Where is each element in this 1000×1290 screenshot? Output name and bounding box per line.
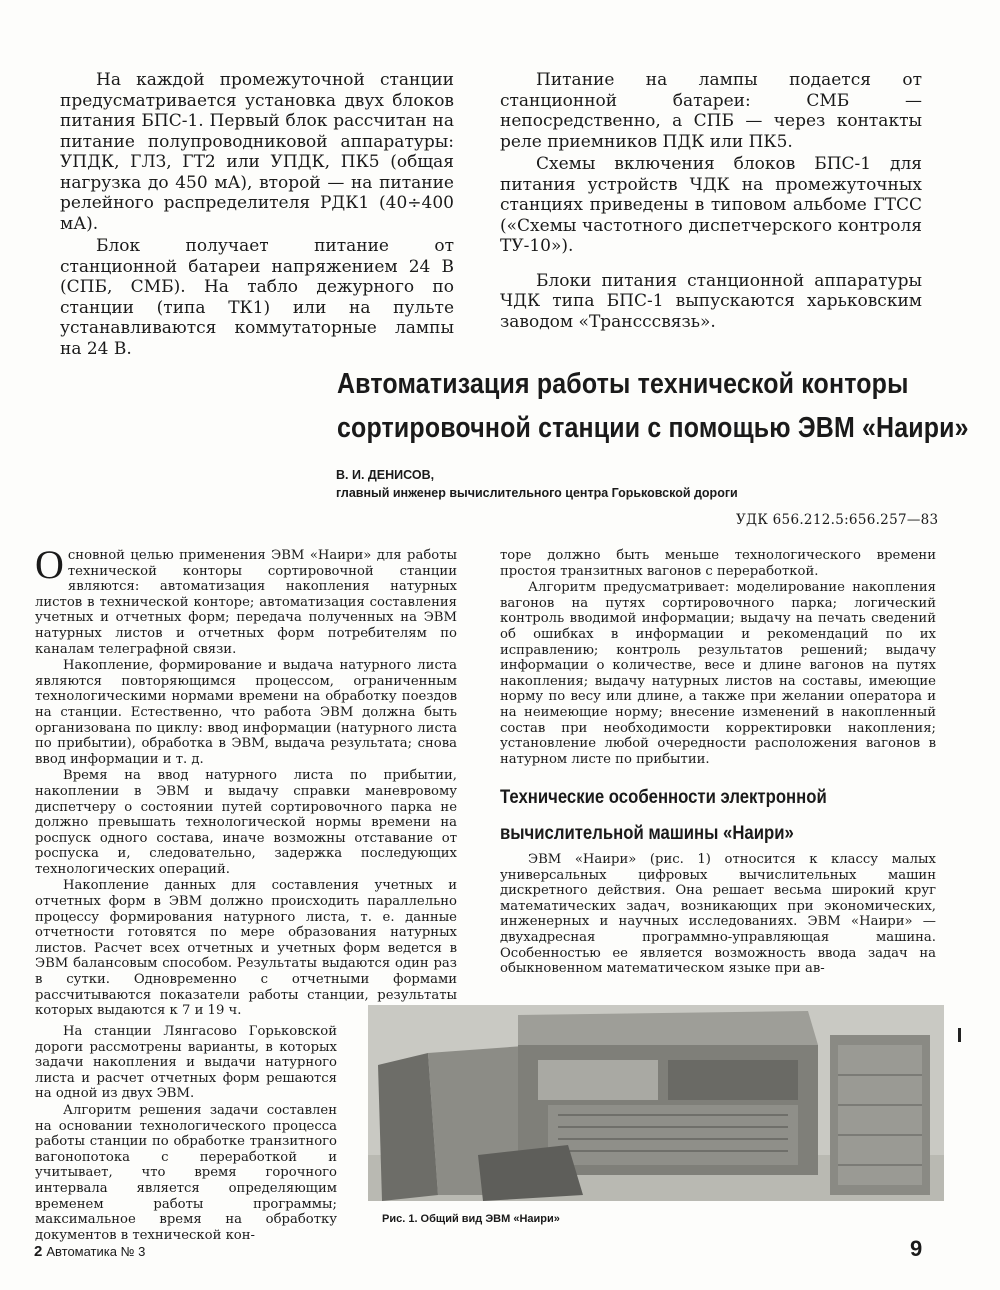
- paragraph: На каждой промежуточной станции предусматривается установка двух блоков питания БПС-1. Первый блок рассчитан на питание полупроводниковой аппаратуры: УПДК, ГЛЗ, ГТ2 или УПДК, ПК5 (общая нагрузка до 450 мА), второй — на питание релейного распределителя РДК1 (40÷400 мА).: [60, 70, 454, 234]
- author-position: главный инженер вычислительного центра Горьковской дороги: [336, 486, 738, 500]
- right-body-continued: [500, 852, 936, 977]
- section-heading: [500, 780, 887, 852]
- left-narrow-column: [35, 1024, 337, 1243]
- section-heading-line: Технические особенности электронной: [500, 787, 827, 808]
- udk-code: УДК 656.212.5:656.257—83: [736, 512, 939, 528]
- author-byline: [336, 466, 738, 502]
- left-body-column: [35, 542, 457, 1019]
- computer-photo: [368, 1005, 944, 1201]
- paragraph: Накопление данных для составления учетных и отчетных форм в ЭВМ должно происходить параллельно процессу формирования натурного листа, т. е. данные отчетности готовятся по мере образования натурных листов. Расчет всех отчетных и учетных форм ведется в ЭВМ балансовым способом. Результаты выдаются один раз в сутки. Одновременно с отчетными формами рассчитываются показатели работы станции, результаты которых выдаются к 7 и 19 ч.: [35, 878, 457, 1019]
- top-right-column: [500, 70, 922, 332]
- paragraph: Питание на лампы подается от станционной батареи: СМБ — непосредственно, а СПБ — через контакты реле приемников ПДК или ПК5.: [500, 70, 922, 152]
- dropcap: О: [35, 542, 64, 587]
- paragraph: Блоки питания станционной аппаратуры ЧДК типа БПС-1 выпускаются харьковским заводом «Трансссвязь».: [500, 270, 922, 332]
- paragraph: Время на ввод натурного листа по прибытии, накоплении в ЭВМ и выдачу справки маневровому диспетчеру о состоянии путей сортировочного парка не должно превышать технологической нормы времени на роспуск одного состава, иначе возможны отставание от роспуска и, следовательно, задержка последующих технологических операций.: [35, 768, 457, 877]
- footer-journal: Автоматика № 3: [46, 1244, 146, 1259]
- right-body-column: [500, 548, 936, 767]
- paragraph: Блок получает питание от станционной батареи напряжением 24 В (СПБ, СМБ). На табло дежурного по станции (типа ТК1) или на пульте устанавливаются коммутаторные лампы на 24 В.: [60, 236, 454, 359]
- edge-mark: [958, 1028, 961, 1042]
- figure-caption: Рис. 1. Общий вид ЭВМ «Наири»: [382, 1213, 560, 1225]
- page-number: 9: [910, 1236, 923, 1261]
- section-heading-line: вычислительной машины «Наири»: [500, 823, 794, 844]
- paragraph: Схемы включения блоков БПС-1 для питания устройств ЧДК на промежуточных станциях приведены в типовом альбоме ГТСС («Схемы частотного диспетчерского контроля ТУ-10»).: [500, 154, 922, 256]
- paragraph: Алгоритм решения задачи составлен на основании технологического процесса работы станции по обработке транзитного вагонопотока с переработкой и учитывает, что время горочного интервала является определяющим временем работы программы; максимальное время на обработку документов в технической кон-: [35, 1102, 337, 1243]
- paragraph: ЭВМ «Наири» (рис. 1) относится к классу малых универсальных цифровых вычислительных машин дискретного действия. Она решает весьма широкий круг математических задач, возникающих при экономических, инженерных и научных исследованиях. ЭВМ «Наири» — двухадресная программно-управляющая машина. Особенностью ее является возможность ввода задач на обыкновенном математическом языке при ав-: [500, 852, 936, 977]
- footer-left: [34, 1243, 145, 1260]
- paragraph: торе должно быть меньше технологического времени простоя транзитных вагонов с переработкой.: [500, 548, 936, 579]
- article-title: [337, 362, 969, 450]
- paragraph: На станции Лянгасово Горьковской дороги рассмотрены варианты, в которых задачи накопления и выдачи натурного листа и расчет отчетных форм решаются на одной из двух ЭВМ.: [35, 1024, 337, 1102]
- top-left-column: [60, 70, 454, 359]
- article-title-line: сортировочной станции с помощью ЭВМ «Наири»: [337, 412, 969, 444]
- first-paragraph-text: сновной целью применения ЭВМ «Наири» для работы технической конторы сортировочной станции являются: автоматизация накопления натурных листов в технической конторе; автоматизация составления учетных и отчетных форм; передача полученных на ЭВМ натурных листов и отчетных форм потребителям по каналам телеграфной связи.: [35, 548, 457, 657]
- first-paragraph: [35, 542, 457, 657]
- footer-number: 2: [34, 1243, 43, 1260]
- paragraph: Алгоритм предусматривает: моделирование накопления вагонов на путях сортировочного парка; логический контроль вводимой информации; выдачу на печать сведений об ошибках в информации и рекомендаций по их исправлению; контроль результатов решений; выдачу информации о количестве, весе и длине вагонов на путях накопления; выдачу натурных листов на составы, имеющие норму по весу или длине, а также при желании оператора и на неимеющие норму; внесение изменений в накопленный состав при необходимости корректировки накопления; установление любой очередности расположения вагонов в натурном листе по прибытии.: [500, 580, 936, 767]
- author-name: В. И. ДЕНИСОВ,: [336, 468, 435, 482]
- paragraph: Накопление, формирование и выдача натурного листа являются повторяющимся процессом, ограниченным технологическими нормами времени на обработку поездов на станции. Естественно, что работа ЭВМ должна быть организована по циклу: ввод информации (натурного листа по прибытии), обработка в ЭВМ, выдача результата; снова ввод информации и т. д.: [35, 658, 457, 767]
- article-title-line: Автоматизация работы технической конторы: [337, 368, 909, 400]
